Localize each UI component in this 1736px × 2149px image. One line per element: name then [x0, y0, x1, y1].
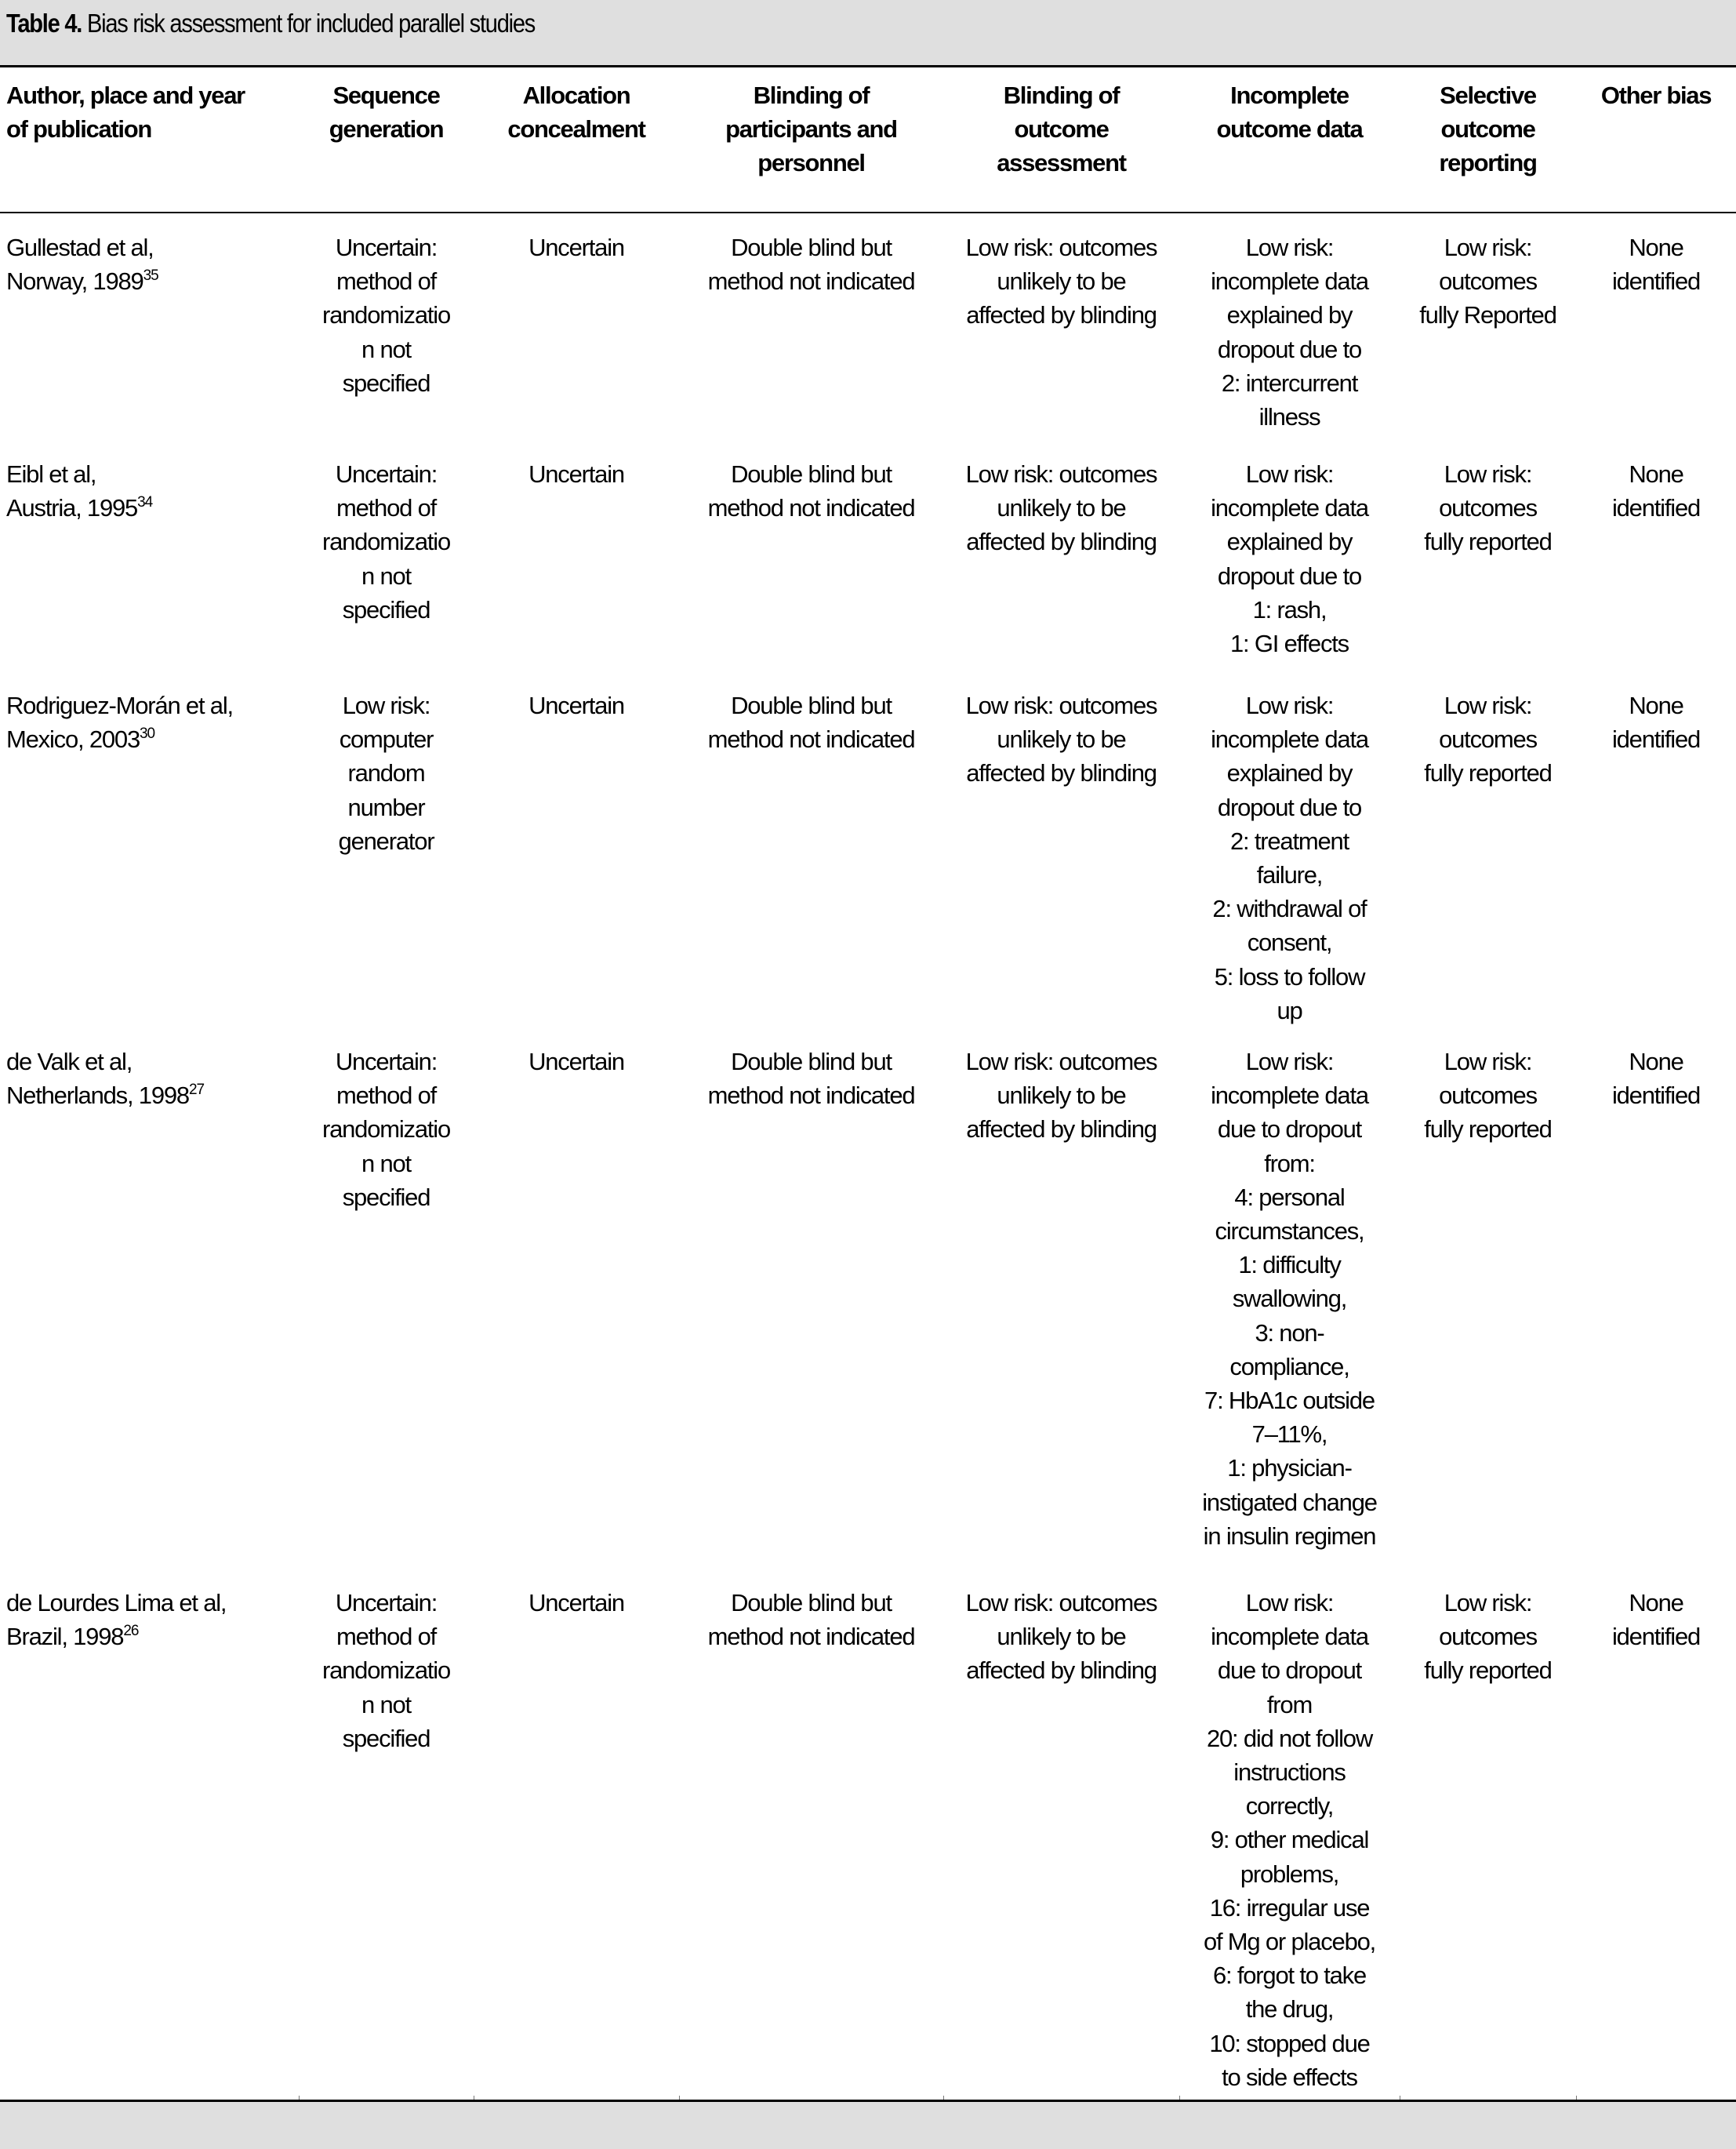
table-row — [0, 213, 1736, 440]
cell-text-line: Low risk: outcomes — [965, 692, 1157, 719]
other-bias-cell — [1576, 1569, 1736, 2107]
blinding-outcome-cell — [943, 1569, 1179, 2107]
cell-text-line: 16: irregular use — [1209, 1893, 1370, 1922]
header-row — [0, 67, 1736, 213]
cell-text-line: None — [1629, 460, 1683, 488]
cell-text-line: from: — [1264, 1149, 1315, 1177]
selective-reporting-header — [1400, 67, 1576, 213]
blinding-participants-cell — [679, 213, 943, 440]
cell-text-line: identified — [1611, 1082, 1701, 1110]
author-name: Eibl et al, — [6, 460, 96, 488]
cell-text-line: Low risk: outcomes — [965, 460, 1157, 488]
cell-text-line: Low risk: — [1245, 1589, 1334, 1617]
cell-text-line: Uncertain — [528, 1048, 624, 1076]
allocation-concealment-header — [474, 67, 679, 213]
bias-risk-table — [0, 67, 1736, 2107]
cell-text-line: identified — [1611, 267, 1701, 296]
header-line: Other bias — [1600, 82, 1712, 109]
cell-text-line: 1: difficulty — [1238, 1251, 1341, 1279]
cell-text-line: n not — [361, 335, 411, 363]
cell-text-line: method not indicated — [707, 725, 915, 754]
cell-text-line: Double blind but — [731, 460, 892, 488]
column-tick — [1179, 2096, 1180, 2100]
allocation-concealment-cell — [474, 671, 679, 1027]
cell-text-line: Low risk: — [1245, 234, 1334, 261]
header-line: Incomplete — [1230, 82, 1349, 109]
cell-text-line: affected by blinding — [966, 528, 1157, 556]
reference-superscript: 30 — [139, 725, 155, 743]
header-line: personnel — [757, 149, 865, 177]
cell-text-line: 10: stopped due — [1209, 2029, 1370, 2057]
table-footer-band — [0, 2102, 1736, 2149]
author-place-year — [6, 1078, 296, 1112]
cell-text-line: explained by — [1226, 528, 1353, 556]
cell-text-line: Low risk: outcomes — [965, 1589, 1157, 1617]
incomplete-outcome-cell — [1179, 440, 1400, 671]
sequence-generation-header — [299, 67, 474, 213]
table-title — [6, 8, 535, 39]
cell-text-line: Low risk: — [1444, 1589, 1532, 1617]
incomplete-outcome-cell — [1179, 1027, 1400, 1569]
reference-superscript: 26 — [123, 1623, 139, 1640]
cell-text-line: due to dropout — [1217, 1656, 1362, 1685]
cell-text-line: outcomes — [1439, 1082, 1537, 1110]
table-row — [0, 1569, 1736, 2107]
allocation-concealment-cell — [474, 1027, 679, 1569]
blinding-participants-cell — [679, 1027, 943, 1569]
incomplete-outcome-cell — [1179, 671, 1400, 1027]
cell-text-line: random — [347, 759, 425, 787]
blinding-participants-cell — [679, 440, 943, 671]
header-line: concealment — [507, 115, 645, 144]
author-place-year — [6, 491, 296, 525]
cell-text-line: 5: loss to follow — [1214, 962, 1365, 991]
cell-text-line: None — [1629, 1589, 1683, 1617]
cell-text-line: identified — [1611, 1623, 1701, 1651]
sequence-generation-cell — [299, 671, 474, 1027]
author-name: Rodriguez-Morán et al, — [6, 692, 233, 719]
other-bias-cell — [1576, 1027, 1736, 1569]
cell-text-line: correctly, — [1245, 1792, 1334, 1820]
cell-text-line: Low risk: — [1245, 1048, 1334, 1076]
header-line: outcome — [1440, 115, 1535, 144]
selective-reporting-cell — [1400, 440, 1576, 671]
cell-text-line: from — [1266, 1690, 1313, 1718]
cell-text-line: to side effects — [1222, 2063, 1357, 2091]
cell-text-line: failure, — [1256, 861, 1323, 889]
cell-text-line: Uncertain: — [335, 460, 438, 488]
cell-text-line: 3: non- — [1255, 1318, 1324, 1347]
cell-text-line: 1: physician- — [1227, 1454, 1352, 1482]
cell-text-line: method not indicated — [707, 494, 915, 522]
cell-text-line: incomplete data — [1211, 1082, 1368, 1110]
author-cell — [0, 440, 299, 671]
author-cell — [0, 213, 299, 440]
cell-text-line: Low risk: — [1444, 1048, 1532, 1076]
blinding-outcome-header — [943, 67, 1179, 213]
reference-superscript: 27 — [188, 1082, 205, 1099]
cell-text-line: Low risk: — [1245, 692, 1334, 719]
cell-text-line: unlikely to be — [997, 494, 1126, 522]
cell-text-line: illness — [1258, 403, 1320, 431]
cell-text-line: unlikely to be — [997, 725, 1126, 754]
cell-text-line: specified — [342, 595, 430, 624]
column-tick — [679, 2096, 680, 2100]
selective-reporting-cell — [1400, 1027, 1576, 1569]
cell-text-line: Uncertain — [528, 234, 624, 261]
cell-text-line: affected by blinding — [966, 1656, 1157, 1685]
cell-text-line: Low risk: — [1444, 692, 1532, 719]
selective-reporting-cell — [1400, 213, 1576, 440]
cell-text-line: specified — [342, 369, 430, 397]
cell-text-line: instructions — [1233, 1758, 1346, 1787]
allocation-concealment-cell — [474, 213, 679, 440]
header-line: outcome data — [1216, 115, 1363, 144]
cell-text-line: randomizatio — [321, 301, 451, 329]
cell-text-line: 2: intercurrent — [1221, 369, 1358, 397]
cell-text-line: method not indicated — [707, 267, 915, 296]
column-tick — [299, 2096, 300, 2100]
cell-text-line: circumstances, — [1215, 1217, 1364, 1245]
cell-text-line: n not — [361, 562, 411, 590]
cell-text-line: number — [347, 793, 425, 821]
cell-text-line: None — [1629, 692, 1683, 719]
cell-text-line: fully reported — [1424, 1115, 1552, 1144]
table-caption: Bias risk assessment for included parallel studies — [82, 9, 536, 38]
cell-text-line: identified — [1611, 725, 1701, 754]
cell-text-line: Double blind but — [731, 692, 892, 719]
blinding-participants-cell — [679, 671, 943, 1027]
sequence-generation-cell — [299, 440, 474, 671]
cell-text-line: Uncertain: — [335, 234, 438, 261]
table-row — [0, 671, 1736, 1027]
header-line: Blinding of — [753, 82, 870, 109]
cell-text-line: incomplete data — [1211, 725, 1368, 754]
cell-text-line: dropout due to — [1217, 335, 1362, 363]
blinding-participants-cell — [679, 1569, 943, 2107]
cell-text-line: Low risk: — [1245, 460, 1334, 488]
cell-text-line: Uncertain — [528, 460, 624, 488]
author-name: de Lourdes Lima et al, — [6, 1589, 227, 1617]
table-row — [0, 1027, 1736, 1569]
cell-text-line: randomizatio — [321, 1115, 451, 1144]
incomplete-outcome-cell — [1179, 213, 1400, 440]
cell-text-line: problems, — [1240, 1860, 1339, 1888]
place-year-text: Austria, 1995 — [6, 494, 138, 522]
author-name: Gullestad et al, — [6, 234, 154, 261]
blinding-outcome-cell — [943, 213, 1179, 440]
cell-text-line: method not indicated — [707, 1623, 915, 1651]
cell-text-line: Low risk: outcomes — [965, 1048, 1157, 1076]
header-line: Blinding of — [1003, 82, 1120, 109]
header-line: participants and — [725, 115, 897, 144]
selective-reporting-cell — [1400, 671, 1576, 1027]
cell-text-line: consent, — [1247, 929, 1332, 957]
cell-text-line: 2: withdrawal of — [1212, 895, 1367, 923]
place-year-text: Mexico, 2003 — [6, 725, 140, 754]
cell-text-line: Uncertain — [528, 692, 624, 719]
cell-text-line: 6: forgot to take — [1212, 1962, 1366, 1990]
author-cell — [0, 671, 299, 1027]
cell-text-line: dropout due to — [1217, 793, 1362, 821]
cell-text-line: 7: HbA1c outside — [1204, 1387, 1375, 1415]
cell-text-line: None — [1629, 234, 1683, 261]
cell-text-line: generator — [338, 827, 434, 855]
cell-text-line: 4: personal — [1234, 1183, 1345, 1211]
cell-text-line: computer — [339, 725, 434, 754]
other-bias-cell — [1576, 671, 1736, 1027]
incomplete-outcome-header — [1179, 67, 1400, 213]
cell-text-line: Double blind but — [731, 234, 892, 261]
cell-text-line: affected by blinding — [966, 301, 1157, 329]
header-line: Author, place and year — [6, 82, 245, 109]
reference-superscript: 35 — [143, 267, 158, 285]
cell-text-line: fully reported — [1424, 528, 1552, 556]
author-cell — [0, 1569, 299, 2107]
sequence-generation-cell — [299, 1027, 474, 1569]
cell-text-line: 20: did not follow — [1206, 1724, 1373, 1752]
cell-text-line: 1: rash, — [1252, 595, 1327, 624]
reference-superscript: 34 — [137, 494, 153, 511]
table-title-band — [0, 0, 1736, 65]
cell-text-line: method of — [336, 1082, 437, 1110]
place-year-text: Netherlands, 1998 — [6, 1082, 189, 1110]
cell-text-line: n not — [361, 1149, 411, 1177]
cell-text-line: Double blind but — [731, 1048, 892, 1076]
cell-text-line: affected by blinding — [966, 759, 1157, 787]
cell-text-line: of Mg or placebo, — [1203, 1928, 1376, 1956]
other-bias-cell — [1576, 440, 1736, 671]
cell-text-line: Low risk: — [1444, 460, 1532, 488]
cell-text-line: identified — [1611, 494, 1701, 522]
cell-text-line: unlikely to be — [997, 1623, 1126, 1651]
cell-text-line: due to dropout — [1217, 1115, 1362, 1144]
cell-text-line: explained by — [1226, 759, 1353, 787]
cell-text-line: 7–11%, — [1251, 1420, 1327, 1449]
cell-text-line: incomplete data — [1211, 267, 1368, 296]
blinding-outcome-cell — [943, 1027, 1179, 1569]
author-name: de Valk et al, — [6, 1048, 133, 1076]
cell-text-line: None — [1629, 1048, 1683, 1076]
allocation-concealment-cell — [474, 440, 679, 671]
author-header — [0, 67, 299, 213]
cell-text-line: affected by blinding — [966, 1115, 1157, 1144]
cell-text-line: instigated change — [1202, 1488, 1377, 1516]
cell-text-line: swallowing, — [1232, 1285, 1347, 1313]
cell-text-line: fully Reported — [1419, 301, 1556, 329]
other-bias-cell — [1576, 213, 1736, 440]
cell-text-line: method not indicated — [707, 1082, 915, 1110]
table-label: Table 4. — [6, 9, 82, 38]
cell-text-line: specified — [342, 1183, 430, 1211]
other-bias-header — [1576, 67, 1736, 213]
header-line: of publication — [6, 115, 151, 144]
sequence-generation-cell — [299, 213, 474, 440]
cell-text-line: fully reported — [1424, 759, 1552, 787]
cell-text-line: specified — [342, 1724, 430, 1752]
cell-text-line: dropout due to — [1217, 562, 1362, 590]
cell-text-line: unlikely to be — [997, 267, 1126, 296]
author-cell — [0, 1027, 299, 1569]
cell-text-line: explained by — [1226, 301, 1353, 329]
cell-text-line: fully reported — [1424, 1656, 1552, 1685]
selective-reporting-cell — [1400, 1569, 1576, 2107]
sequence-generation-cell — [299, 1569, 474, 2107]
blinding-participants-header — [679, 67, 943, 213]
cell-text-line: outcomes — [1439, 725, 1537, 754]
cell-text-line: up — [1277, 996, 1302, 1024]
cell-text-line: method of — [336, 1623, 437, 1651]
cell-text-line: randomizatio — [321, 1656, 451, 1685]
header-line: generation — [329, 115, 444, 144]
cell-text-line: Low risk: — [1444, 234, 1532, 261]
place-year-text: Norway, 1989 — [6, 267, 143, 296]
cell-text-line: n not — [361, 1690, 411, 1718]
table-row — [0, 440, 1736, 671]
cell-text-line: 9: other medical — [1210, 1826, 1369, 1854]
author-place-year — [6, 264, 296, 298]
blinding-outcome-cell — [943, 671, 1179, 1027]
cell-text-line: unlikely to be — [997, 1082, 1126, 1110]
place-year-text: Brazil, 1998 — [6, 1623, 124, 1651]
cell-text-line: incomplete data — [1211, 1623, 1368, 1651]
cell-text-line: Uncertain: — [335, 1048, 438, 1076]
header-line: outcome — [1014, 115, 1109, 144]
cell-text-line: outcomes — [1439, 267, 1537, 296]
cell-text-line: Low risk: — [342, 692, 430, 719]
header-line: Allocation — [522, 82, 630, 109]
cell-text-line: outcomes — [1439, 494, 1537, 522]
cell-text-line: incomplete data — [1211, 494, 1368, 522]
cell-text-line: compliance, — [1229, 1352, 1349, 1380]
cell-text-line: Low risk: outcomes — [965, 234, 1157, 261]
blinding-outcome-cell — [943, 440, 1179, 671]
author-place-year — [6, 1620, 296, 1653]
header-line: assessment — [997, 149, 1126, 177]
cell-text-line: method of — [336, 494, 437, 522]
incomplete-outcome-cell — [1179, 1569, 1400, 2107]
cell-text-line: Uncertain — [528, 1589, 624, 1617]
cell-text-line: method of — [336, 267, 437, 296]
header-line: Selective — [1440, 82, 1536, 109]
cell-text-line: randomizatio — [321, 528, 451, 556]
allocation-concealment-cell — [474, 1569, 679, 2107]
cell-text-line: outcomes — [1439, 1623, 1537, 1651]
cell-text-line: 1: GI effects — [1230, 630, 1349, 658]
cell-text-line: 2: treatment — [1229, 827, 1349, 855]
author-place-year — [6, 722, 296, 756]
header-line: reporting — [1439, 149, 1537, 177]
header-line: Sequence — [332, 82, 440, 109]
cell-text-line: Double blind but — [731, 1589, 892, 1617]
cell-text-line: the drug, — [1245, 1995, 1334, 2024]
cell-text-line: in insulin regimen — [1203, 1522, 1376, 1550]
cell-text-line: Uncertain: — [335, 1589, 438, 1617]
column-tick — [1576, 2096, 1577, 2100]
column-tick — [943, 2096, 944, 2100]
